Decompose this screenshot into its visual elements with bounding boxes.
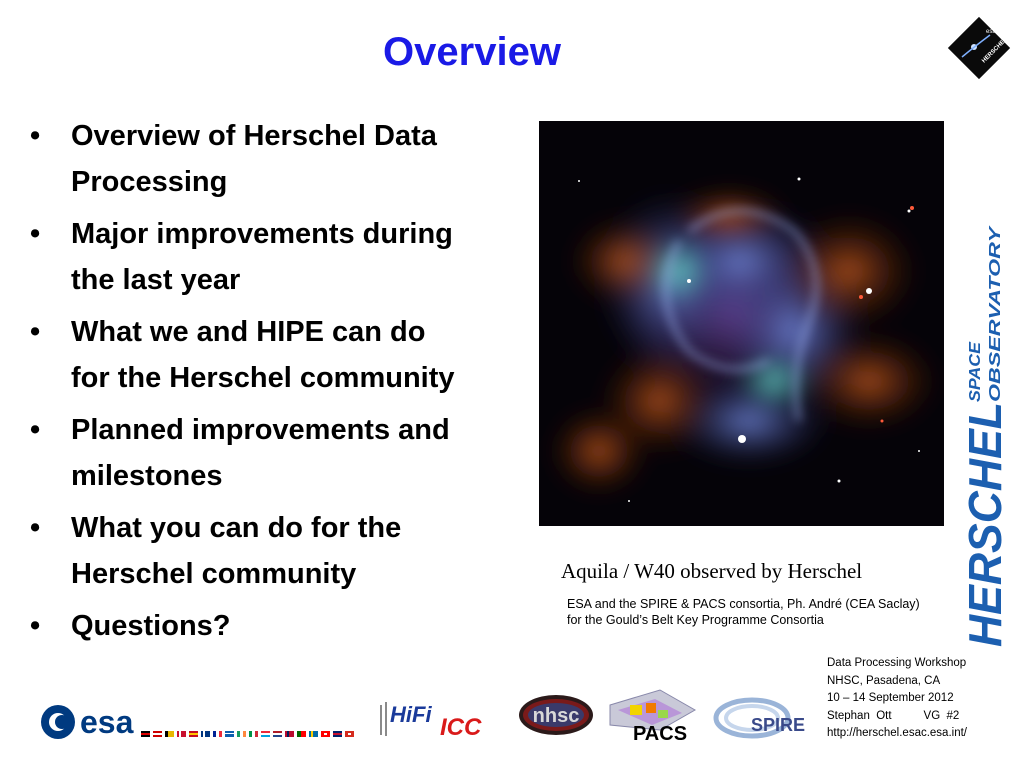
nhsc-text: nhsc [532, 705, 580, 727]
bullet-text: Processing [71, 166, 228, 198]
bullet-text: Questions? [71, 610, 231, 642]
bullet-list [30, 113, 530, 655]
bullet-item [30, 113, 530, 205]
corner-logo-text: HERSCHEL [981, 36, 1009, 65]
bullet-text: What you can do for the [71, 512, 402, 544]
esa-logo [38, 700, 358, 745]
pacs-text: PACS [632, 723, 688, 745]
brand-observatory: OBSERVATORY [987, 281, 1004, 402]
footer-line-dates: 10 – 14 September 2012 [827, 692, 954, 704]
slide-title: Overview [383, 30, 561, 74]
footer-line-venue: NHSC, Pasadena, CA [827, 674, 941, 687]
bullet-text: Planned improvements and [71, 414, 450, 446]
bullet-dot: • [30, 512, 41, 544]
image-caption: Aquila / W40 observed by Herschel [561, 559, 863, 583]
brand-herschel: HERSCHEL [959, 393, 1008, 647]
herschel-corner-logo [944, 13, 1014, 83]
nhsc-logo [518, 693, 594, 737]
bullet-item [30, 407, 530, 499]
bullet-text: What we and HIPE can do [71, 316, 426, 348]
bullet-text: Major improvements during [71, 218, 453, 250]
footer-info [827, 655, 967, 743]
pacs-logo [600, 685, 700, 747]
bullet-item [30, 211, 530, 303]
nebula-image [539, 121, 944, 526]
esa-logo-text: esa [80, 704, 134, 740]
bullet-text: milestones [71, 460, 223, 492]
image-credit: ESA and the SPIRE & PACS consortia, Ph. André (CEA Saclay) for the Gould’s Belt Key Programme Consortia [567, 597, 920, 627]
bullet-text: for the Herschel community [71, 362, 455, 394]
bullet-dot: • [30, 414, 41, 446]
footer-line-author: Stephan Ott VG #2 [827, 709, 960, 722]
bullet-dot: • [30, 610, 41, 642]
hifi-icc-logo [378, 697, 493, 742]
herschel-vertical-logo [958, 222, 1008, 652]
spire-text: SPIRE [750, 715, 806, 735]
bullet-item [30, 309, 530, 401]
footer-line-workshop: Data Processing Workshop [827, 657, 967, 669]
corner-logo-esa: esa [986, 29, 996, 35]
bullet-item [30, 603, 530, 649]
brand-space: SPACE [967, 348, 984, 402]
spire-logo [712, 694, 812, 742]
bullet-text: Overview of Herschel Data [71, 120, 437, 152]
bullet-dot: • [30, 316, 41, 348]
hifi-text: HiFi [390, 702, 432, 727]
bullet-dot: • [30, 120, 41, 152]
bullet-item [30, 505, 530, 597]
bullet-text: Herschel community [71, 558, 357, 590]
icc-text: ICC [440, 714, 482, 741]
footer-line-url: http://herschel.esac.esa.int/ [827, 727, 967, 739]
bullet-text: the last year [71, 264, 241, 296]
bullet-dot: • [30, 218, 41, 250]
